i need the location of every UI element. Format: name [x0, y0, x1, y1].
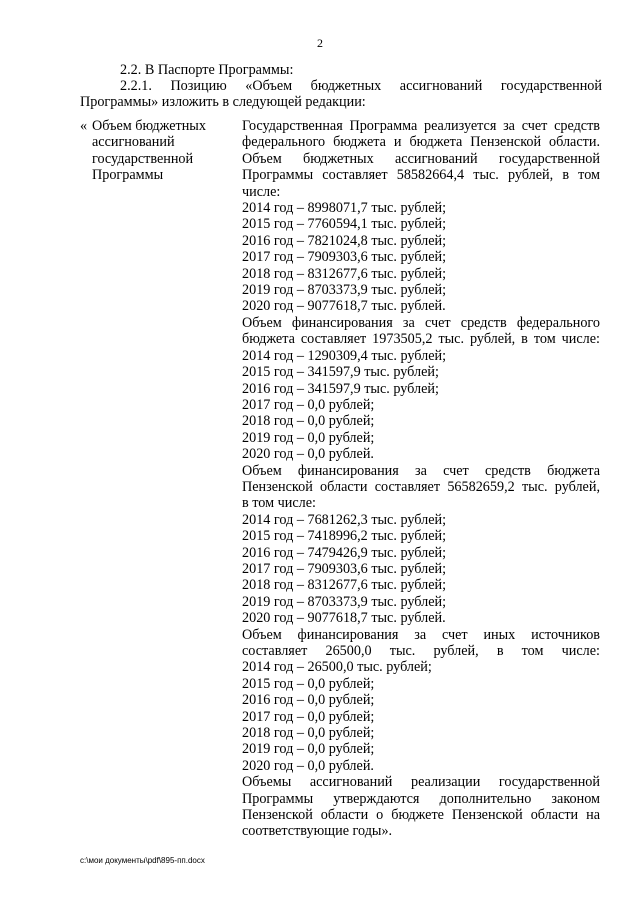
intro-line-1: 2.2. В Паспорте Программы:	[120, 62, 294, 78]
text-line: 2016 год – 341597,9 тыс. рублей;	[242, 380, 439, 397]
text-line: 2018 год – 8312677,6 тыс. рублей;	[242, 577, 447, 594]
text-line: 2017 год – 0,0 рублей;	[242, 708, 375, 725]
text-line: 2017 год – 7909303,6 тыс. рублей;	[242, 560, 447, 577]
text-line: Программы утверждаются дополнительно законом	[242, 790, 600, 807]
text-line: 2015 год – 7418996,2 тыс. рублей;	[242, 528, 447, 545]
text-line: 2014 год – 26500,0 тыс. рублей;	[242, 659, 432, 676]
text-line: 2017 год – 0,0 рублей;	[242, 396, 375, 413]
text-line: 2018 год – 0,0 рублей;	[242, 413, 375, 430]
text-line: Государственная Программа реализуется за счет средств	[242, 118, 600, 134]
text-line: в том числе:	[242, 495, 316, 512]
text-line: 2019 год – 8703373,9 тыс. рублей;	[242, 593, 447, 610]
text-line: 2014 год – 8998071,7 тыс. рублей;	[242, 200, 447, 217]
table-right-cell	[242, 118, 600, 840]
text-line: 2016 год – 0,0 рублей;	[242, 692, 375, 709]
text-line: 2016 год – 7479426,9 тыс. рублей;	[242, 544, 447, 561]
text-line: 2014 год – 1290309,4 тыс. рублей;	[242, 347, 447, 364]
text-line: 2016 год – 7821024,8 тыс. рублей;	[242, 232, 447, 249]
file-path-footer: c:\мои документы\pdf\895-пп.docx	[80, 856, 205, 865]
text-line: 2020 год – 0,0 рублей.	[242, 446, 374, 463]
text-line: 2018 год – 8312677,6 тыс. рублей;	[242, 265, 447, 282]
text-line: 2019 год – 0,0 рублей;	[242, 741, 375, 758]
intro-paragraph	[80, 78, 602, 111]
text-line: 2019 год – 0,0 рублей;	[242, 429, 375, 446]
text-line: Объем финансирования за счет средств федерального	[242, 314, 600, 331]
page-number: 2	[317, 36, 323, 50]
text-line: 2015 год – 0,0 рублей;	[242, 675, 375, 692]
intro-line-2a: 2.2.1. Позицию «Объем бюджетных ассигнований государственной	[120, 78, 602, 94]
text-line: Пензенской области о бюджете Пензенской области на	[242, 807, 600, 824]
opening-quote: «	[80, 118, 88, 134]
text-line: 2020 год – 9077618,7 тыс. рублей.	[242, 610, 446, 627]
text-line: Объемы ассигнований реализации государственной	[242, 774, 600, 791]
text-line: 2015 год – 341597,9 тыс. рублей;	[242, 364, 439, 381]
text-line: составляет 26500,0 тыс. рублей, в том числе:	[242, 643, 600, 659]
text-line: 2014 год – 7681262,3 тыс. рублей;	[242, 511, 447, 528]
text-line: бюджета составляет 1973505,2 тыс. рублей, в том числе:	[242, 331, 600, 348]
text-line: 2017 год – 7909303,6 тыс. рублей;	[242, 249, 447, 266]
text-line: Объем финансирования за счет иных источников	[242, 626, 600, 643]
text-line: федерального бюджета и бюджета Пензенской области.	[242, 134, 600, 151]
text-line: Объем бюджетных ассигнований государственной	[242, 150, 600, 167]
text-line: 2020 год – 9077618,7 тыс. рублей.	[242, 298, 446, 315]
left-label: Объем бюджетных ассигнований государственной Программы	[92, 118, 206, 184]
text-line: Программы составляет 58582664,4 тыс. рублей, в том	[242, 167, 600, 184]
text-line: Объем финансирования за счет средств бюджета	[242, 462, 600, 479]
text-line: числе:	[242, 183, 281, 200]
text-line: Пензенской области составляет 56582659,2 тыс. рублей,	[242, 478, 600, 495]
text-line: 2019 год – 8703373,9 тыс. рублей;	[242, 282, 447, 299]
intro-line-2b: Программы» изложить в следующей редакции:	[80, 94, 366, 111]
text-line: 2020 год – 0,0 рублей.	[242, 757, 374, 774]
text-line: 2015 год – 7760594,1 тыс. рублей;	[242, 216, 447, 233]
text-line: 2018 год – 0,0 рублей;	[242, 725, 375, 742]
text-line: соответствующие годы».	[242, 823, 393, 840]
